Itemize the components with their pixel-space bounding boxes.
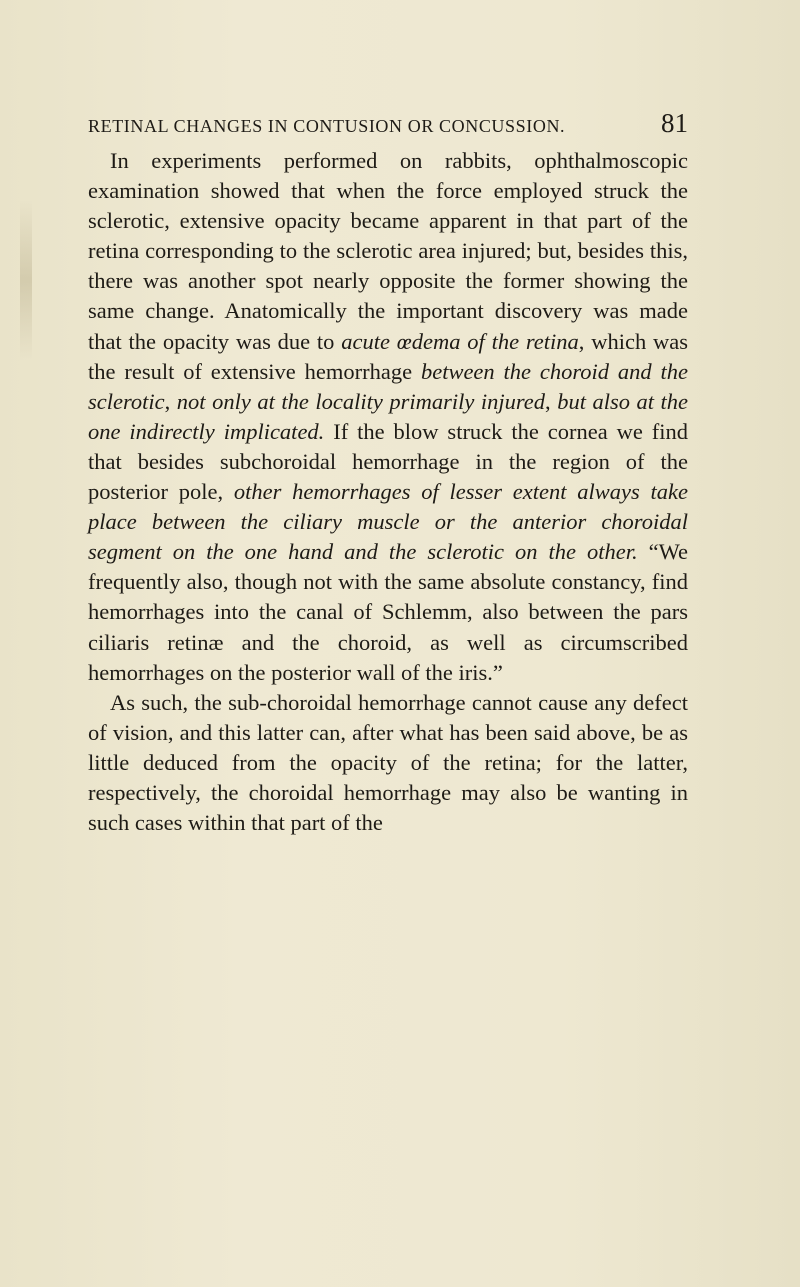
page-number: 81 bbox=[661, 108, 688, 138]
p1-run-italic: between the choroid and the sclerotic bbox=[88, 358, 689, 414]
p1-run-italic: not only at the locality primarily injured bbox=[176, 388, 546, 414]
running-head bbox=[88, 108, 688, 139]
paragraph-1 bbox=[88, 146, 688, 688]
running-head-title: RETINAL CHANGES IN CONTUSION OR CONCUSSION. bbox=[88, 116, 566, 136]
p1-run: , which was the result of extensive hemorrhage bbox=[88, 328, 688, 384]
page-stain bbox=[20, 200, 32, 360]
p1-run-italic: but also at the one indirectly implicated. bbox=[88, 388, 689, 444]
p1-run-italic: other hemorrhages of lesser extent always take place between the ciliary muscle or the anterior choroidal segment on the one hand and the sclerotic on the other. bbox=[88, 479, 689, 565]
p1-run: If the blow struck the cornea we find that besides subchoroidal hemorrhage in the region of the posterior pole, bbox=[88, 418, 688, 505]
p1-run: , bbox=[545, 388, 558, 414]
body-text bbox=[88, 146, 688, 838]
paragraph-2: As such, the sub-choroidal hemorrhage cannot cause any defect of vision, and this latter can, after what has been said above, be as little deduced from the opacity of the retina; for the latter, respectively, the choroidal hemorrhage may also be wanting in such cases within that part of the bbox=[88, 689, 688, 836]
p1-run: “We frequently also, though not with the same absolute constancy, find hemorrhages into the canal of Schlemm, also between the pars ciliaris retinæ and the choroid, as well as circumscribed hemorrhages on the posterior wall of the iris.” bbox=[88, 539, 688, 685]
p1-run-italic: acute œdema of the retina bbox=[341, 328, 579, 354]
p1-run: , bbox=[164, 388, 177, 414]
p1-run: In experiments performed on rabbits, ophthalmoscopic examination showed that when the force employed struck the sclerotic, extensive opacity became apparent in that part of the retina corresponding to the sclerotic area injured; but, besides this, there was another spot nearly opposite the former showing the same change. Anatomically the important discovery was made that the opacity was due to bbox=[88, 148, 688, 354]
